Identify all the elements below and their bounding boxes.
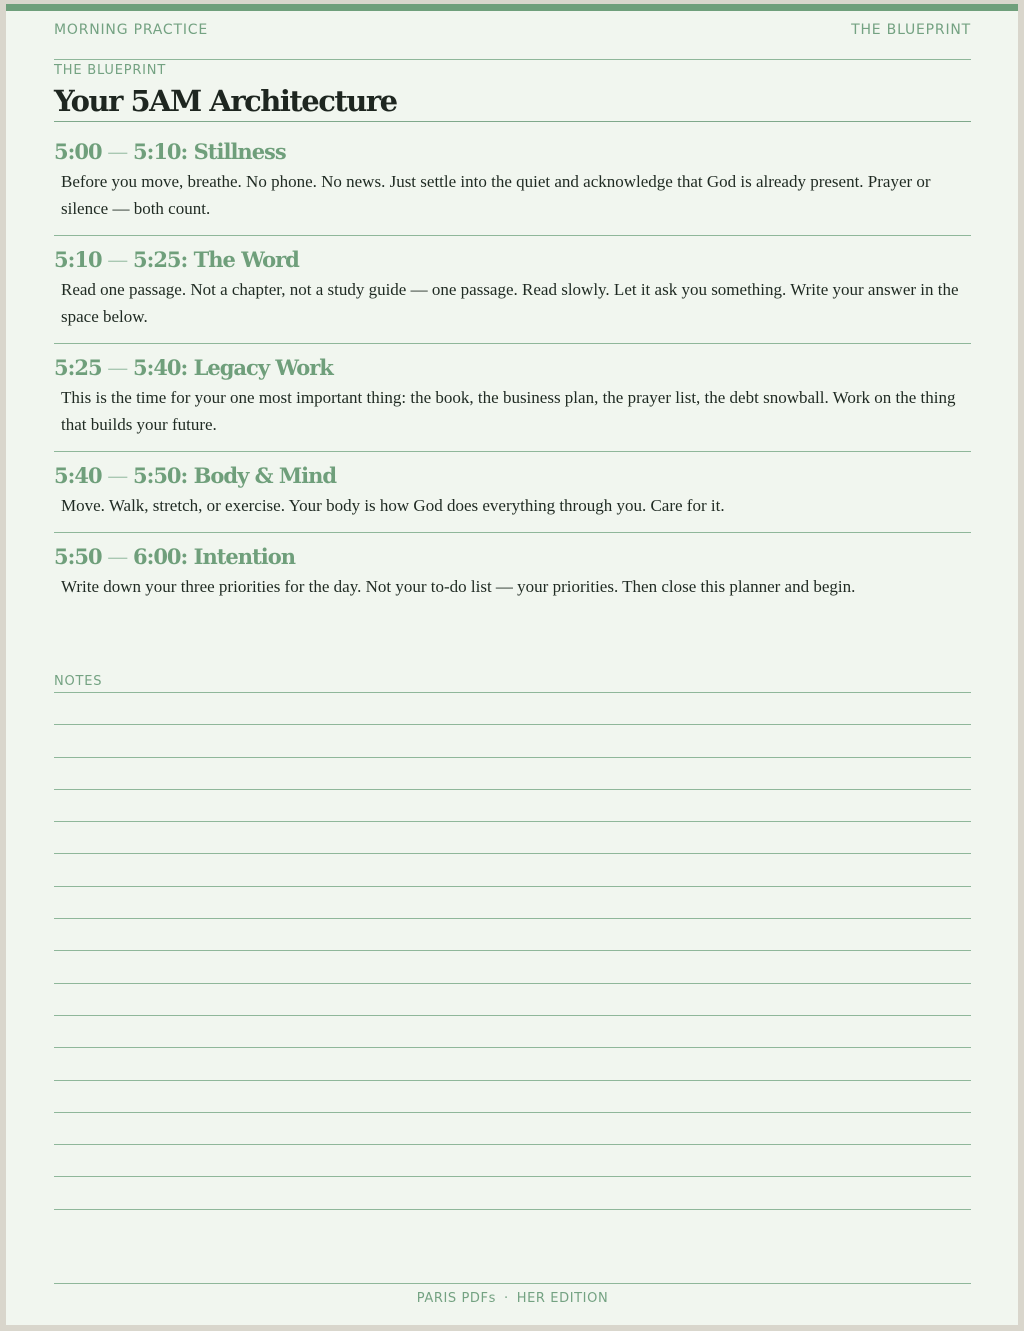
schedule-heading — [54, 355, 971, 381]
time-separator: — — [101, 248, 133, 272]
section-eyebrow: THE BLUEPRINT — [54, 63, 167, 78]
time-start: 5:10 — [54, 247, 102, 272]
block-description: Write down your three priorities for the day. Not your to-do list — your priorities. Then close this planner and begin. — [61, 577, 856, 596]
note-line — [54, 1176, 971, 1208]
heading-colon: : — [180, 247, 194, 272]
schedule-sections — [54, 128, 971, 600]
block-description: Move. Walk, stretch, or exercise. Your body is how God does everything through you. Care for it. — [61, 496, 725, 515]
time-separator: — — [101, 545, 133, 569]
footer-separator: · — [503, 1291, 509, 1306]
schedule-heading — [54, 247, 971, 273]
note-line — [54, 950, 971, 982]
note-line — [54, 789, 971, 821]
page-content — [54, 11, 971, 1325]
block-description: Before you move, breathe. No phone. No news. Just settle into the quiet and acknowledge that God is already present. Prayer or silence — both count. — [61, 172, 931, 218]
schedule-block — [54, 533, 971, 600]
time-start: 5:00 — [54, 139, 102, 164]
note-line — [54, 724, 971, 756]
block-name: Body & Mind — [193, 463, 337, 488]
footer-brand: PARIS PDFs — [416, 1291, 496, 1306]
time-start: 5:50 — [54, 544, 102, 569]
note-line — [54, 1047, 971, 1079]
time-separator: — — [101, 464, 133, 488]
schedule-block — [54, 344, 971, 452]
time-separator: — — [101, 356, 133, 380]
note-line — [54, 983, 971, 1015]
block-description: This is the time for your one most important thing: the book, the business plan, the prayer list, the debt snowball. Work on the thing that builds your future. — [61, 388, 956, 434]
time-end: 5:50 — [132, 463, 181, 488]
running-header-left: MORNING PRACTICE — [54, 22, 209, 38]
block-name: The Word — [193, 247, 299, 272]
time-start: 5:25 — [54, 355, 102, 380]
footer-edition: HER EDITION — [516, 1291, 609, 1306]
schedule-block — [54, 236, 971, 344]
note-line — [54, 757, 971, 789]
notes-label: NOTES — [54, 674, 103, 689]
note-line — [54, 853, 971, 885]
note-line — [54, 821, 971, 853]
heading-colon: : — [180, 355, 194, 380]
page-title: Your 5AM Architecture — [54, 83, 971, 122]
note-line — [54, 886, 971, 918]
time-end: 6:00 — [132, 544, 181, 569]
page-footer — [54, 1283, 971, 1306]
note-line — [54, 1209, 971, 1241]
running-header-right: THE BLUEPRINT — [851, 22, 971, 38]
note-line — [54, 1112, 971, 1144]
schedule-heading — [54, 544, 971, 570]
heading-colon: : — [180, 544, 194, 569]
schedule-heading — [54, 463, 971, 489]
time-end: 5:10 — [132, 139, 181, 164]
schedule-block — [54, 128, 971, 236]
time-end: 5:25 — [132, 247, 181, 272]
notes-writing-area — [54, 692, 971, 1241]
heading-colon: : — [180, 463, 194, 488]
heading-colon: : — [180, 139, 194, 164]
planner-page — [6, 4, 1018, 1325]
time-start: 5:40 — [54, 463, 102, 488]
note-line — [54, 1080, 971, 1112]
time-separator: — — [101, 140, 133, 164]
block-name: Legacy Work — [193, 355, 333, 380]
time-end: 5:40 — [132, 355, 181, 380]
block-name: Intention — [193, 544, 295, 569]
note-line — [54, 1144, 971, 1176]
note-line — [54, 1015, 971, 1047]
running-header — [54, 21, 971, 60]
schedule-heading — [54, 139, 971, 165]
note-line — [54, 918, 971, 950]
note-line — [54, 692, 971, 724]
block-description: Read one passage. Not a chapter, not a study guide — one passage. Read slowly. Let it ask you something. Write your answer in the space below. — [61, 280, 959, 326]
block-name: Stillness — [193, 139, 286, 164]
schedule-block — [54, 452, 971, 533]
